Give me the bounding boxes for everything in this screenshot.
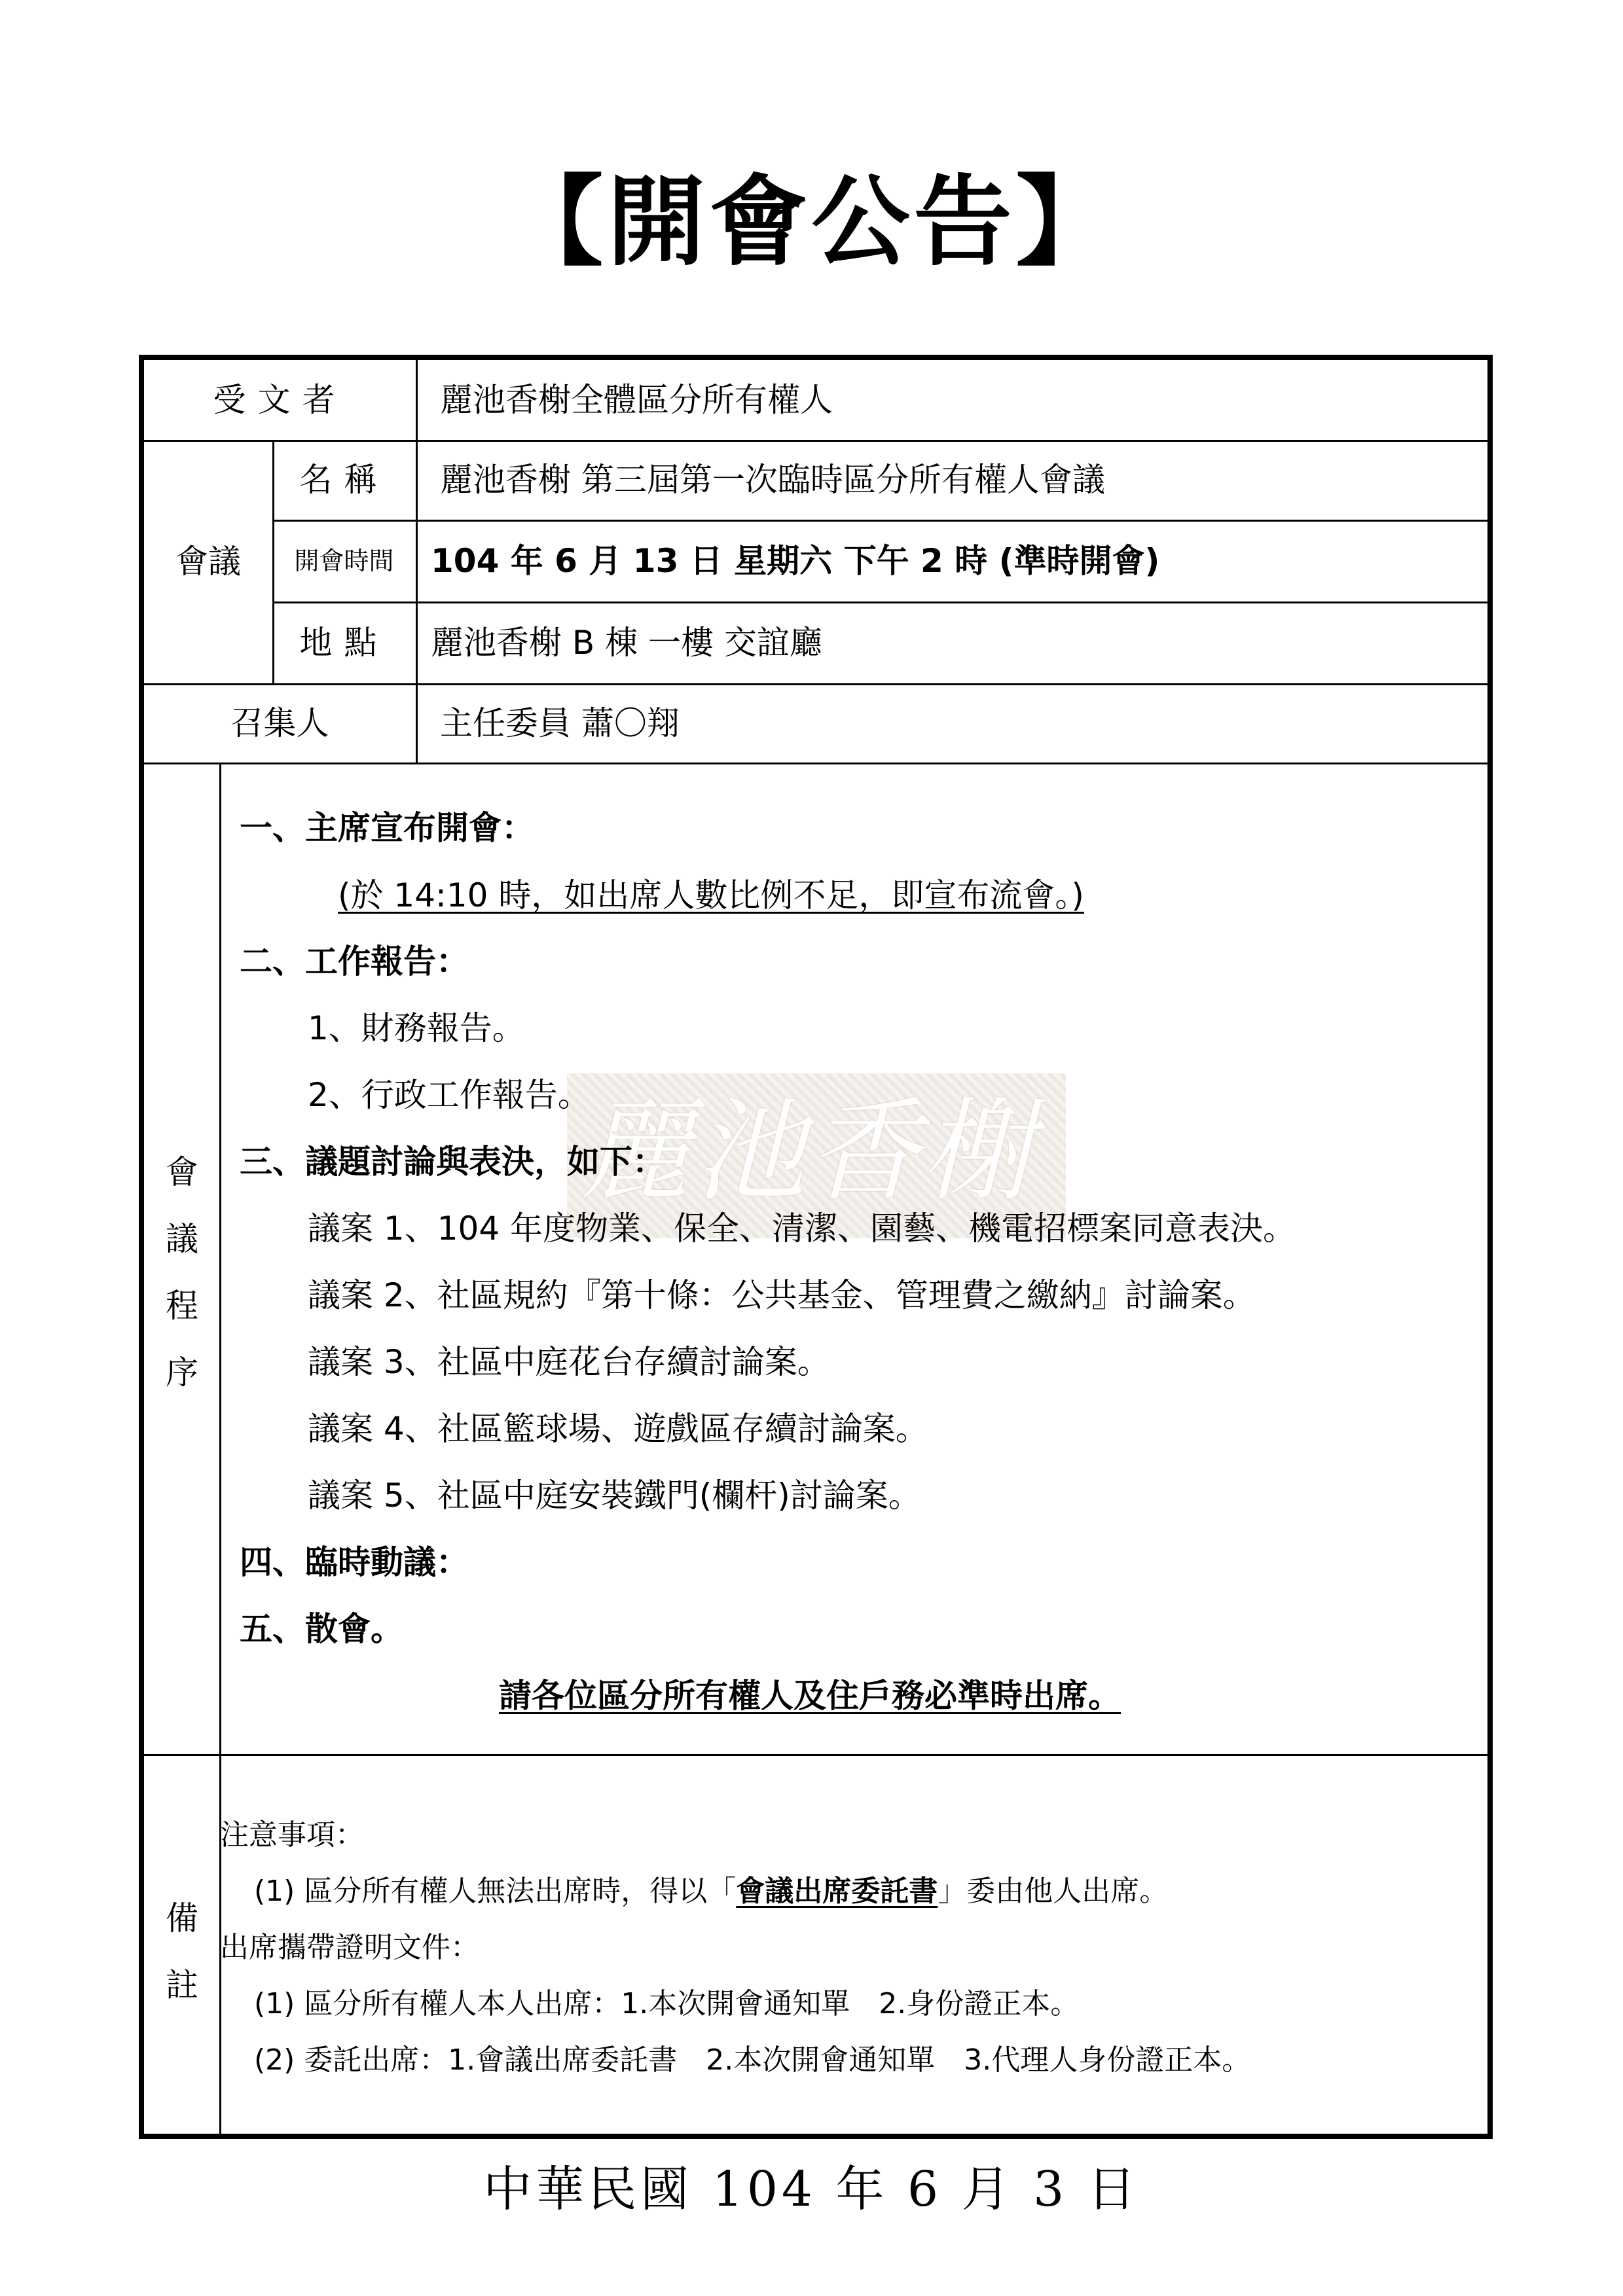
report-2: 2、行政工作報告。 [308, 1076, 591, 1114]
proposal-1: 議案 1、104 年度物業、保全、清潔、園藝、機電招標案同意表決。 [308, 1210, 1296, 1247]
issue-date: 中華民國 104 年 6 月 3 日 [483, 2161, 1140, 2217]
agenda-item-1: 一、主席宣布開會： [240, 809, 534, 847]
remarks-label: 備註 [166, 1899, 198, 2004]
agenda-item-5: 五、散會。 [240, 1610, 403, 1648]
proxy-note-post: 」委由他人出席。 [938, 1874, 1169, 1908]
agenda-item-1-note: (於 14:10 時，如出席人數比例不足，即宣布流會。) [338, 876, 1084, 914]
name-value: 麗池香榭 第三屆第一次臨時區分所有權人會議 [440, 461, 1105, 499]
agenda-label: 會議程序 [166, 1153, 198, 1391]
col-divider [219, 762, 221, 2134]
proxy-form-name: 會議出席委託書 [736, 1874, 938, 1908]
recipient-value: 麗池香榭全體區分所有權人 [440, 381, 833, 419]
row-divider [144, 1754, 1487, 1756]
remarks-doc-1: (1) 區分所有權人本人出席：1.本次開會通知單 2.身份證正本。 [254, 1987, 1080, 2020]
time-label: 開會時間 [294, 546, 394, 575]
agenda-item-2: 二、工作報告： [240, 942, 469, 980]
watermark-text: 麗池香榭 [580, 1087, 1036, 1217]
time-value: 104 年 6 月 13 日 星期六 下午 2 時 (準時開會) [431, 541, 1160, 580]
remarks-heading-notice: 注意事項： [220, 1818, 364, 1852]
name-label: 名稱 [299, 461, 389, 499]
proposal-5: 議案 5、社區中庭安裝鐵門(欄杆)討論案。 [308, 1477, 921, 1515]
proposal-3: 議案 3、社區中庭花台存續討論案。 [308, 1343, 830, 1381]
proxy-note-pre: (1) 區分所有權人無法出席時，得以「 [254, 1874, 737, 1908]
agenda-item-3: 三、議題討論與表決，如下： [240, 1143, 665, 1181]
convener-label: 召集人 [230, 704, 329, 742]
col-divider [416, 360, 418, 762]
recipient-label: 受文者 [213, 381, 347, 419]
page-title: 【開會公告】 [505, 166, 1118, 279]
remarks-proxy-note [254, 1874, 1169, 1908]
report-1: 1、財務報告。 [308, 1009, 525, 1047]
row-divider [144, 762, 1487, 764]
meeting-label: 會議 [175, 543, 241, 581]
place-value: 麗池香榭 B 棟 一樓 交誼廳 [431, 623, 822, 662]
proposal-4: 議案 4、社區籃球場、遊戲區存續討論案。 [308, 1410, 928, 1448]
agenda-item-4: 四、臨時動議： [240, 1543, 469, 1581]
place-label: 地點 [299, 623, 389, 662]
remarks-doc-2: (2) 委託出席：1.會議出席委託書 2.本次開會通知單 3.代理人身份證正本。 [254, 2043, 1251, 2077]
closing-reminder: 請各位區分所有權人及住戶務必準時出席。 [499, 1677, 1121, 1715]
convener-value: 主任委員 蕭〇翔 [440, 704, 680, 742]
remarks-heading-documents: 出席攜帶證明文件： [220, 1931, 479, 1964]
proposal-2: 議案 2、社區規約『第十條：公共基金、管理費之繳納』討論案。 [308, 1276, 1256, 1314]
